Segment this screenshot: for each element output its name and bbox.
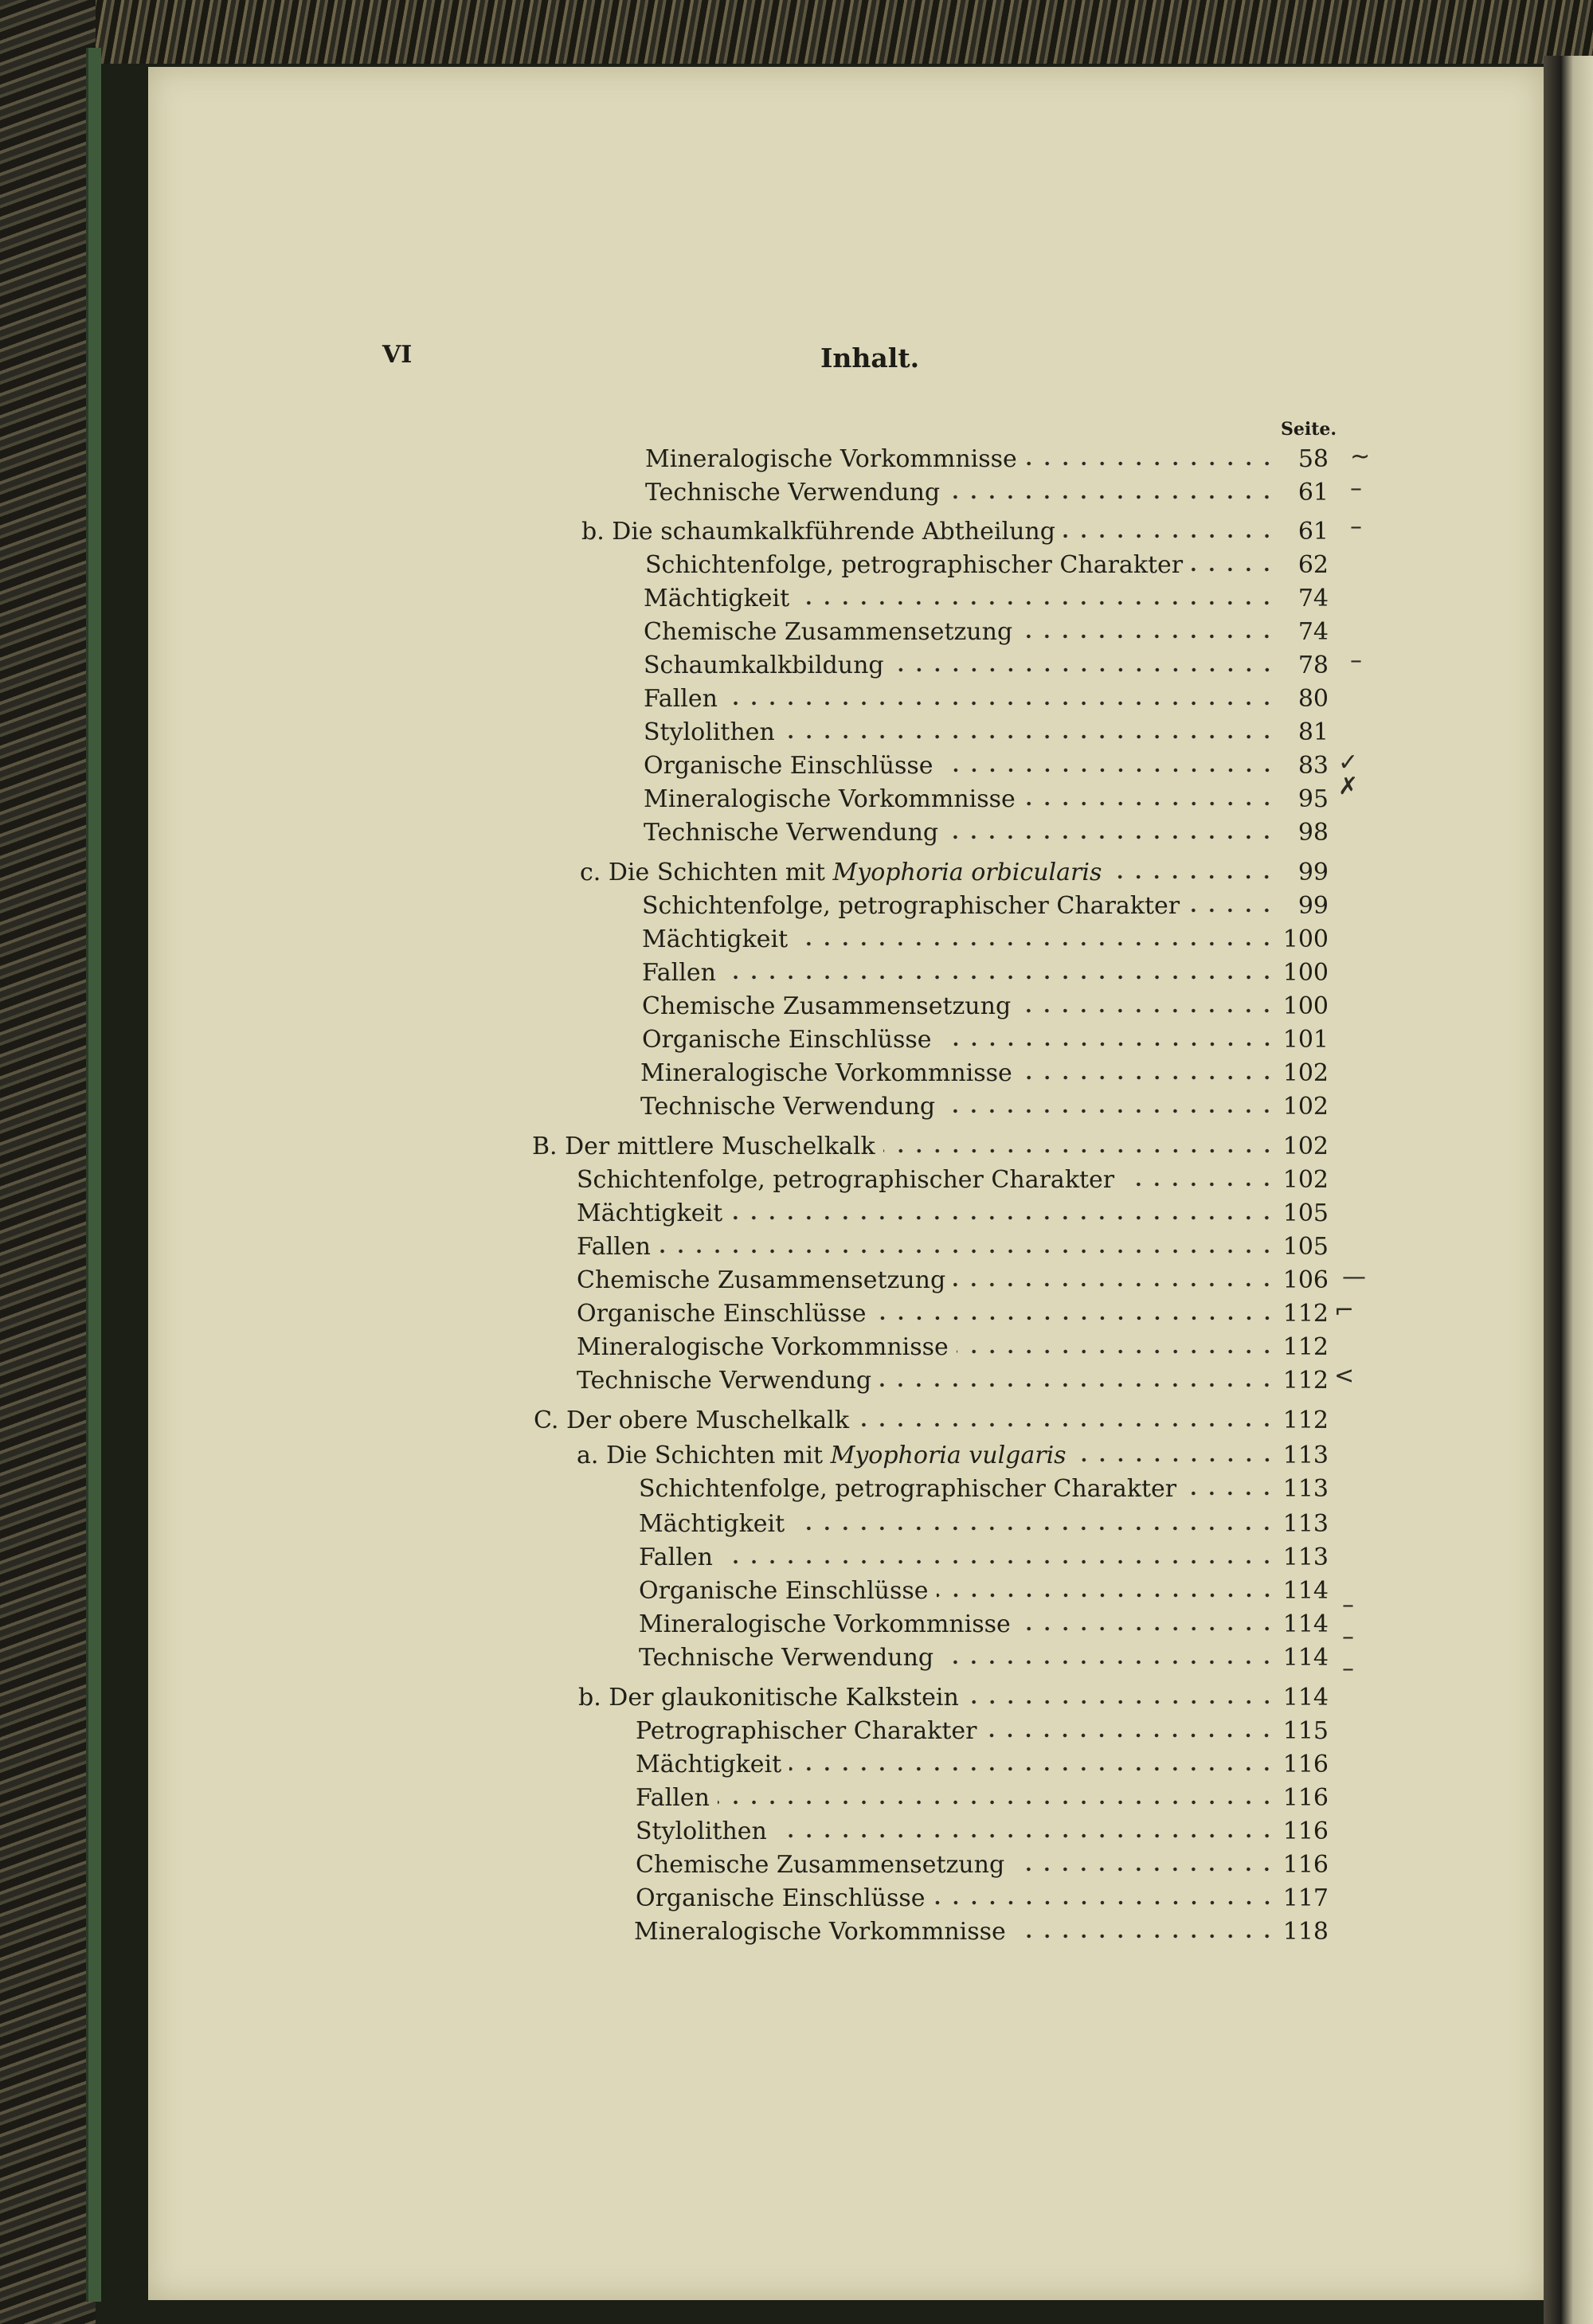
toc-entry xyxy=(639,1571,1329,1603)
toc-entry-text: Schaumkalkbildung xyxy=(644,651,884,679)
toc-entry-label xyxy=(642,992,1019,1020)
toc-page-number: 74 xyxy=(1297,618,1329,646)
toc-entry xyxy=(642,1020,1329,1052)
toc-entry-text: Mächtigkeit xyxy=(577,1199,723,1227)
toc-entry-label xyxy=(645,551,1191,579)
toc-page-number: 112 xyxy=(1282,1367,1329,1395)
pencil-dash-mark: — xyxy=(1342,1263,1366,1291)
toc-entry-text: Mächtigkeit xyxy=(636,1751,782,1778)
toc-entry xyxy=(636,1812,1329,1844)
toc-entry xyxy=(640,1054,1329,1086)
toc-entry xyxy=(577,1194,1329,1226)
toc-entry-text: Schichtenfolge, petrographischer Charakter xyxy=(577,1166,1115,1194)
dot-leader xyxy=(1012,1845,1276,1872)
toc-entry-label xyxy=(644,819,946,847)
dot-leader xyxy=(857,1401,1276,1428)
dot-leader xyxy=(1063,512,1276,539)
toc-entry-prefix: b. xyxy=(578,1684,609,1712)
toc-page-number: 58 xyxy=(1297,445,1329,473)
toc-entry-text: Mineralogische Vorkommnisse xyxy=(644,785,1016,813)
toc-page-number: 114 xyxy=(1282,1577,1329,1605)
dot-leader xyxy=(797,579,1276,606)
dot-leader xyxy=(933,1879,1276,1906)
toc-page-number: 114 xyxy=(1282,1610,1329,1638)
toc-entry-text: Organische Einschlüsse xyxy=(642,1026,932,1054)
dot-leader xyxy=(724,953,1276,980)
toc-entry-label xyxy=(534,1407,857,1434)
toc-entry xyxy=(636,1778,1329,1810)
toc-page-number: 102 xyxy=(1282,1133,1329,1160)
toc-entry-label xyxy=(636,1784,718,1812)
pencil-check-mark: ✓ xyxy=(1338,749,1359,777)
toc-entry-label xyxy=(639,1510,793,1538)
toc-entry-label xyxy=(580,859,1110,886)
dot-leader xyxy=(943,1087,1276,1114)
toc-entry-text: Der glaukonitische Kalkstein xyxy=(609,1684,959,1712)
toc-entry xyxy=(577,1160,1329,1192)
toc-entry xyxy=(577,1227,1329,1259)
toc-entry-prefix: a. xyxy=(577,1442,606,1469)
dot-leader xyxy=(659,1227,1276,1254)
toc-entry xyxy=(642,953,1329,985)
toc-entry xyxy=(636,1845,1329,1877)
toc-page-number: 118 xyxy=(1282,1918,1329,1946)
toc-entry-label xyxy=(577,1233,659,1261)
toc-entry-text: Der obere Muschelkalk xyxy=(566,1407,850,1434)
dot-leader xyxy=(796,920,1276,947)
toc-page-number: 105 xyxy=(1282,1199,1329,1227)
toc-entry xyxy=(642,987,1329,1019)
toc-page-number: 99 xyxy=(1297,892,1329,920)
toc-entry-label xyxy=(644,585,797,612)
toc-entry-text: Mineralogische Vorkommnisse xyxy=(645,445,1017,473)
toc-page-number: 112 xyxy=(1282,1407,1329,1434)
toc-page-number: 106 xyxy=(1282,1266,1329,1294)
toc-entry-prefix: B. xyxy=(532,1133,566,1160)
toc-entry-text: Die schaumkalkführende Abtheilung xyxy=(612,518,1055,546)
dot-leader xyxy=(1024,780,1276,807)
dot-leader xyxy=(892,646,1276,673)
pencil-dash-mark: – xyxy=(1342,1591,1354,1619)
toc-page-number: 100 xyxy=(1282,992,1329,1020)
toc-entry-text: Fallen xyxy=(636,1784,710,1812)
toc-entry-label xyxy=(636,1851,1012,1879)
toc-entry-label xyxy=(644,785,1024,813)
toc-entry-text: Mächtigkeit xyxy=(644,585,790,612)
toc-page-number: 61 xyxy=(1297,479,1329,507)
dot-leader xyxy=(721,1538,1276,1565)
dot-leader xyxy=(883,1127,1276,1154)
toc-entry-text: Technische Verwendung xyxy=(645,479,941,507)
toc-page-number: 101 xyxy=(1282,1026,1329,1054)
dot-leader xyxy=(1184,1469,1276,1497)
dot-leader xyxy=(1188,886,1276,914)
toc-entry xyxy=(642,920,1329,952)
dot-leader xyxy=(1025,440,1276,467)
toc-entry-text: Chemische Zusammensetzung xyxy=(636,1851,1005,1879)
toc-entry-label xyxy=(642,1026,940,1054)
toc-entry-text: Technische Verwendung xyxy=(577,1367,872,1395)
dot-leader xyxy=(984,1712,1276,1739)
toc-page-number: 100 xyxy=(1282,925,1329,953)
toc-entry-label xyxy=(645,445,1025,473)
toc-entry xyxy=(577,1328,1329,1360)
dot-leader xyxy=(1110,853,1276,880)
dot-leader xyxy=(1122,1160,1276,1187)
toc-page-number: 112 xyxy=(1282,1300,1329,1328)
pencil-dash-mark: – xyxy=(1342,1655,1354,1683)
toc-entry-text: Mächtigkeit xyxy=(642,925,789,953)
toc-entry-label xyxy=(639,1475,1184,1503)
toc-entry xyxy=(644,746,1329,778)
toc-entry xyxy=(644,612,1329,644)
toc-entry xyxy=(636,1879,1329,1911)
toc-entry-label xyxy=(639,1543,721,1571)
dot-leader xyxy=(937,1571,1276,1598)
toc-entry xyxy=(534,1401,1329,1433)
toc-page-number: 115 xyxy=(1282,1717,1329,1745)
dot-leader xyxy=(1019,1605,1276,1632)
dot-leader xyxy=(875,1294,1276,1321)
dot-leader xyxy=(730,1194,1276,1221)
toc-entry-prefix: c. xyxy=(580,859,609,886)
toc-page-number: 105 xyxy=(1282,1233,1329,1261)
toc-page-number: 78 xyxy=(1297,651,1329,679)
toc-entry-text: Organische Einschlüsse xyxy=(639,1577,929,1605)
toc-entry xyxy=(577,1436,1329,1468)
toc-entry-label xyxy=(644,718,783,746)
toc-entry xyxy=(644,713,1329,745)
pencil-check-mark: ⌐ xyxy=(1334,1297,1355,1324)
toc-entry-text: Technische Verwendung xyxy=(639,1644,934,1672)
toc-entry xyxy=(640,1087,1329,1119)
toc-entry-label xyxy=(645,479,948,507)
dot-leader xyxy=(718,1778,1276,1806)
toc-page-number: 114 xyxy=(1282,1644,1329,1672)
toc-page-number: 116 xyxy=(1282,1784,1329,1812)
toc-entry-label xyxy=(636,1884,933,1912)
toc-entry-label xyxy=(639,1644,941,1672)
toc-entry-label xyxy=(581,518,1063,546)
toc-entry xyxy=(639,1605,1329,1637)
toc-page-number: 112 xyxy=(1282,1333,1329,1361)
toc-entry-text: Technische Verwendung xyxy=(640,1093,936,1121)
toc-page-number: 114 xyxy=(1282,1684,1329,1712)
toc-entry-label xyxy=(577,1300,875,1328)
toc-entry-label xyxy=(577,1442,1074,1469)
toc-entry-prefix: b. xyxy=(581,518,613,546)
toc-entry-text: Die Schichten mit xyxy=(605,1442,824,1469)
toc-entry-label xyxy=(644,685,726,713)
dot-leader xyxy=(1020,612,1276,640)
toc-entry xyxy=(644,780,1329,812)
toc-entry-text: Schichtenfolge, petrographischer Charakter xyxy=(645,551,1184,579)
dot-leader xyxy=(941,746,1276,773)
toc-page-number: 113 xyxy=(1282,1475,1329,1503)
toc-entry-label xyxy=(634,1918,1014,1946)
toc-entry xyxy=(577,1261,1329,1293)
dot-leader xyxy=(948,473,1276,500)
toc-page-number: 95 xyxy=(1297,785,1329,813)
dot-leader xyxy=(953,1261,1276,1288)
toc-page-number: 74 xyxy=(1297,585,1329,612)
toc-page-number: 62 xyxy=(1297,551,1329,579)
dot-leader xyxy=(946,813,1276,840)
dot-leader xyxy=(879,1361,1276,1388)
toc-page-number: 102 xyxy=(1282,1093,1329,1121)
toc-entry xyxy=(581,512,1329,544)
toc-entry-label xyxy=(639,1610,1019,1638)
dot-leader xyxy=(1074,1436,1276,1463)
dot-leader xyxy=(726,679,1276,706)
toc-page-number: 117 xyxy=(1282,1884,1329,1912)
toc-entry-text: Mineralogische Vorkommnisse xyxy=(639,1610,1011,1638)
dot-leader xyxy=(793,1504,1276,1532)
toc-entry-label xyxy=(532,1133,883,1160)
toc-entry-label xyxy=(577,1266,953,1294)
toc-entry xyxy=(642,886,1329,918)
toc-entry xyxy=(644,579,1329,611)
toc-page-number: 83 xyxy=(1297,752,1329,780)
toc-page-number: 81 xyxy=(1297,718,1329,746)
toc-page-number: 80 xyxy=(1297,685,1329,713)
toc-entry-label xyxy=(636,1751,789,1778)
toc-entry-label xyxy=(640,1059,1020,1087)
pencil-dash-mark: – xyxy=(1350,513,1362,541)
toc-page-number: 100 xyxy=(1282,959,1329,987)
dot-leader xyxy=(941,1638,1276,1665)
toc-page-number: 102 xyxy=(1282,1166,1329,1194)
toc-entry xyxy=(634,1912,1329,1944)
toc-entry-taxon: Myophoria orbicularis xyxy=(832,859,1102,886)
toc-page-number: 99 xyxy=(1297,859,1329,886)
toc-entry-label xyxy=(642,959,724,987)
toc-entry xyxy=(577,1294,1329,1326)
toc-page-number: 98 xyxy=(1297,819,1329,847)
toc-entry-text: Technische Verwendung xyxy=(644,819,939,847)
toc-entry xyxy=(639,1538,1329,1570)
toc-entry-text: Stylolithen xyxy=(636,1817,767,1845)
toc-entry xyxy=(639,1469,1329,1501)
toc-entry xyxy=(636,1712,1329,1743)
dot-leader xyxy=(789,1745,1276,1772)
toc-page-number: 113 xyxy=(1282,1442,1329,1469)
pencil-dash-mark: – xyxy=(1342,1623,1354,1651)
toc-entry xyxy=(645,546,1329,577)
dot-leader xyxy=(1019,987,1276,1014)
toc-entry-label xyxy=(640,1093,943,1121)
toc-entry xyxy=(636,1745,1329,1777)
toc-entry-text: Organische Einschlüsse xyxy=(644,752,933,780)
toc-entry xyxy=(645,473,1329,505)
toc-entry xyxy=(580,853,1329,885)
toc-entry-label xyxy=(639,1577,937,1605)
dot-leader xyxy=(783,713,1276,740)
toc-entry-text: Organische Einschlüsse xyxy=(636,1884,926,1912)
toc-entry-text: Die Schichten mit xyxy=(608,859,825,886)
toc-entry-label xyxy=(642,892,1188,920)
toc-entry-text: Schichtenfolge, petrographischer Charakter xyxy=(639,1475,1177,1503)
toc-entry xyxy=(577,1361,1329,1393)
toc-entry-text: Stylolithen xyxy=(644,718,775,746)
toc-entry-taxon: Myophoria vulgaris xyxy=(830,1442,1067,1469)
toc-page-number: 102 xyxy=(1282,1059,1329,1087)
toc-entry-label xyxy=(578,1684,967,1712)
page-column-header: Seite. xyxy=(1281,419,1337,440)
toc-entry-text: Mineralogische Vorkommnisse xyxy=(577,1333,949,1361)
dot-leader xyxy=(1020,1054,1276,1081)
toc-page-number: 116 xyxy=(1282,1817,1329,1845)
toc-entry xyxy=(644,679,1329,711)
toc-entry-label xyxy=(644,651,892,679)
toc-entry xyxy=(644,813,1329,845)
toc-entry-label xyxy=(644,618,1020,646)
toc-entry-text: Mächtigkeit xyxy=(639,1510,785,1538)
toc-entry-label xyxy=(577,1333,957,1361)
toc-entry xyxy=(532,1127,1329,1159)
dot-leader xyxy=(775,1812,1276,1839)
toc-entry-text: Organische Einschlüsse xyxy=(577,1300,867,1328)
toc-entry xyxy=(639,1638,1329,1670)
toc-entry xyxy=(645,440,1329,471)
toc-page-number: 116 xyxy=(1282,1851,1329,1879)
toc-page-number: 113 xyxy=(1282,1510,1329,1538)
page-folio: VI xyxy=(382,341,413,369)
toc-entry-text: Fallen xyxy=(642,959,716,987)
pencil-dash-mark: ~ xyxy=(1350,443,1371,471)
toc-entry-label xyxy=(644,752,941,780)
toc-page-number: 61 xyxy=(1297,518,1329,546)
dot-leader xyxy=(1191,546,1276,573)
toc-entry-text: Petrographischer Charakter xyxy=(636,1717,977,1745)
toc-entry-label xyxy=(577,1199,730,1227)
toc-entry-label xyxy=(636,1817,775,1845)
toc-entry-text: Der mittlere Muschelkalk xyxy=(565,1133,875,1160)
dot-leader xyxy=(957,1328,1276,1355)
toc-entry-text: Chemische Zusammensetzung xyxy=(577,1266,946,1294)
pencil-dash-mark: – xyxy=(1350,475,1362,503)
toc-page-number: 113 xyxy=(1282,1543,1329,1571)
toc-entry-label xyxy=(577,1367,879,1395)
dot-leader xyxy=(1014,1912,1276,1939)
toc-entry-text: Chemische Zusammensetzung xyxy=(644,618,1013,646)
pencil-angle-mark: < xyxy=(1334,1362,1355,1390)
toc-entry-label xyxy=(577,1166,1122,1194)
toc-entry-text: Mineralogische Vorkommnisse xyxy=(634,1918,1006,1946)
toc-page-number: 116 xyxy=(1282,1751,1329,1778)
pencil-cross-mark: ✗ xyxy=(1338,773,1359,800)
toc-entry-text: Fallen xyxy=(644,685,718,713)
toc-entry-text: Fallen xyxy=(577,1233,651,1261)
toc-entry-label xyxy=(642,925,796,953)
toc-entry xyxy=(639,1504,1329,1536)
toc-entry-text: Mineralogische Vorkommnisse xyxy=(640,1059,1012,1087)
toc-entry-text: Fallen xyxy=(639,1543,713,1571)
toc-entry-text: Schichtenfolge, petrographischer Charakter xyxy=(642,892,1180,920)
dot-leader xyxy=(940,1020,1276,1047)
toc-entry-prefix: C. xyxy=(534,1407,566,1434)
toc-entry xyxy=(644,646,1329,678)
toc-entry-label xyxy=(636,1717,984,1745)
running-head: Inhalt. xyxy=(820,342,920,374)
dot-leader xyxy=(967,1678,1276,1705)
pencil-dash-mark: – xyxy=(1350,647,1362,675)
toc-entry-text: Chemische Zusammensetzung xyxy=(642,992,1012,1020)
toc-entry xyxy=(578,1678,1329,1710)
